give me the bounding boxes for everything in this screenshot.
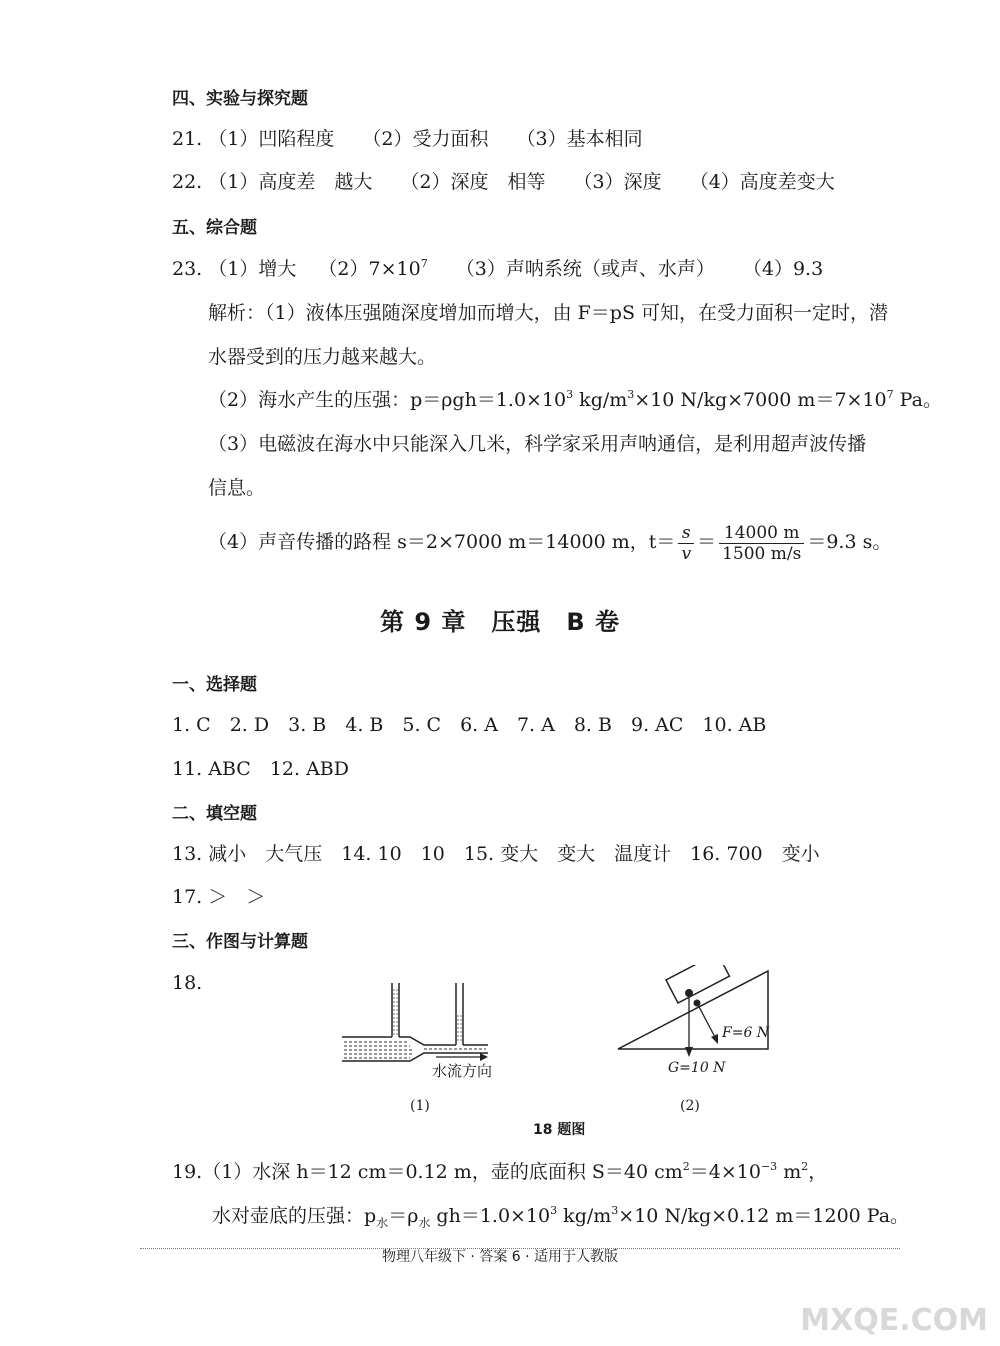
text-fragment: ， — [808, 1161, 828, 1183]
superscript: −3 — [760, 1160, 778, 1173]
superscript: 2 — [682, 1160, 690, 1173]
answer-part: （3）声呐系统（或声、水声） — [455, 258, 715, 280]
text-fragment: 19.（1）水深 h＝12 cm＝0.12 m，壶的底面积 S＝40 cm — [172, 1161, 683, 1183]
text-fragment: ＝ — [697, 531, 717, 553]
question-number: 23. — [172, 258, 203, 280]
explanation-3-line-2: 信息。 — [208, 477, 266, 499]
explanation-3-line-1: （3）电磁波在海水中只能深入几米，科学家采用声呐通信，是利用超声波传播 — [208, 433, 867, 455]
numerator: s — [678, 523, 694, 544]
text-fragment: ×10 N/kg×7000 m＝7×10 — [634, 389, 887, 411]
superscript: 3 — [611, 1204, 619, 1217]
superscript: 3 — [550, 1204, 558, 1217]
numerator: 14000 m — [719, 523, 804, 544]
watermark: MXQE.COM — [800, 1303, 988, 1338]
question-number: 22. — [172, 171, 203, 193]
footer — [0, 1246, 1000, 1266]
answer-part: （1）高度差 越大 — [208, 171, 373, 193]
choice-answers-line-2: 11. ABC 12. ABD — [172, 758, 350, 780]
figure-incline-block — [610, 965, 780, 1065]
section-heading-experiment: 四、实验与探究题 — [172, 89, 308, 109]
denominator: v — [681, 543, 692, 564]
answer-19-line-1 — [172, 1159, 827, 1185]
answer-part: （3）基本相同 — [516, 128, 643, 150]
text-fragment: ＝4×10 — [689, 1161, 761, 1183]
text-fragment: ＝9.3 s。 — [807, 531, 892, 553]
choice-answers-line-1: 1. C 2. D 3. B 4. B 5. C 6. A 7. A 8. B 9. AC 10. AB — [172, 714, 767, 736]
text-fragment: Pa。 — [893, 389, 942, 411]
text-fragment: 水对壶底的压强：p — [212, 1205, 377, 1227]
force-F-label: F=6 N — [722, 1025, 770, 1041]
figure-title: 18 题图 — [533, 1122, 586, 1138]
text-fragment: ＝ρ — [388, 1205, 419, 1227]
section-heading-choice: 一、选择题 — [172, 675, 257, 695]
text-fragment: m — [777, 1161, 802, 1183]
answer-19-line-2 — [212, 1203, 909, 1229]
footer-text: 物理八年级下 · 答案 6 · 适用于人教版 — [374, 1249, 626, 1265]
explanation-4 — [208, 520, 891, 564]
text-fragment: （4）声音传播的路程 s＝2×7000 m＝14000 m，t＝ — [208, 531, 676, 553]
text-fragment: kg/m — [557, 1205, 612, 1227]
explanation-2 — [208, 387, 942, 413]
fill-answers-line-1: 13. 减小 大气压 14. 10 10 15. 变大 变大 温度计 16. 700 变小 — [172, 843, 820, 865]
fraction-distance-over-speed — [719, 523, 804, 564]
answer-part: （1）增大 — [208, 258, 297, 280]
subscript: 水 — [376, 1215, 389, 1230]
superscript: 7 — [420, 257, 428, 270]
section-heading-comprehensive: 五、综合题 — [172, 218, 257, 238]
answer-part: （3）深度 — [573, 171, 662, 193]
answer-part: （2）受力面积 — [362, 128, 489, 150]
figure-2-caption: (2) — [680, 1098, 700, 1114]
force-G-label: G=10 N — [668, 1060, 726, 1076]
question-number: 21. — [172, 128, 203, 150]
superscript: 2 — [801, 1160, 809, 1173]
answer-part: （4）高度差变大 — [689, 171, 835, 193]
answer-22 — [172, 169, 835, 195]
question-18-number: 18. — [172, 972, 203, 994]
answer-23 — [172, 256, 823, 282]
text-fragment: ×10 N/kg×0.12 m＝1200 Pa。 — [618, 1205, 910, 1227]
explanation-1-line-2: 水器受到的压力越来越大。 — [208, 346, 437, 368]
superscript: 7 — [886, 388, 894, 401]
text-fragment: kg/m — [573, 389, 628, 411]
flow-direction-label: 水流方向 — [432, 1062, 493, 1080]
answer-21 — [172, 126, 643, 152]
chapter-title: 第 9 章 压强 B 卷 — [379, 608, 621, 636]
explanation-1-line-1: 解析：（1）液体压强随深度增加而增大，由 F＝pS 可知，在受力面积一定时，潜 — [208, 302, 889, 324]
text-fragment: gh＝1.0×10 — [430, 1205, 551, 1227]
text-fragment: （2）海水产生的压强：p＝ρgh＝1.0×10 — [208, 389, 567, 411]
fraction-s-over-v — [678, 523, 694, 564]
answer-part: （2）深度 相等 — [400, 171, 546, 193]
figure-1-caption: (1) — [410, 1098, 430, 1114]
superscript: 3 — [566, 388, 574, 401]
answer-part: （1）凹陷程度 — [208, 128, 335, 150]
text-fragment: （2）7×10 — [318, 258, 421, 280]
section-heading-fill: 二、填空题 — [172, 804, 257, 824]
superscript: 3 — [627, 388, 635, 401]
answer-part: （4）9.3 — [742, 258, 824, 280]
section-heading-drawing: 三、作图与计算题 — [172, 932, 308, 952]
answer-part — [318, 258, 427, 280]
fill-answers-line-2: 17. ＞ ＞ — [172, 886, 266, 908]
denominator: 1500 m/s — [722, 543, 802, 564]
subscript: 水 — [418, 1215, 431, 1230]
